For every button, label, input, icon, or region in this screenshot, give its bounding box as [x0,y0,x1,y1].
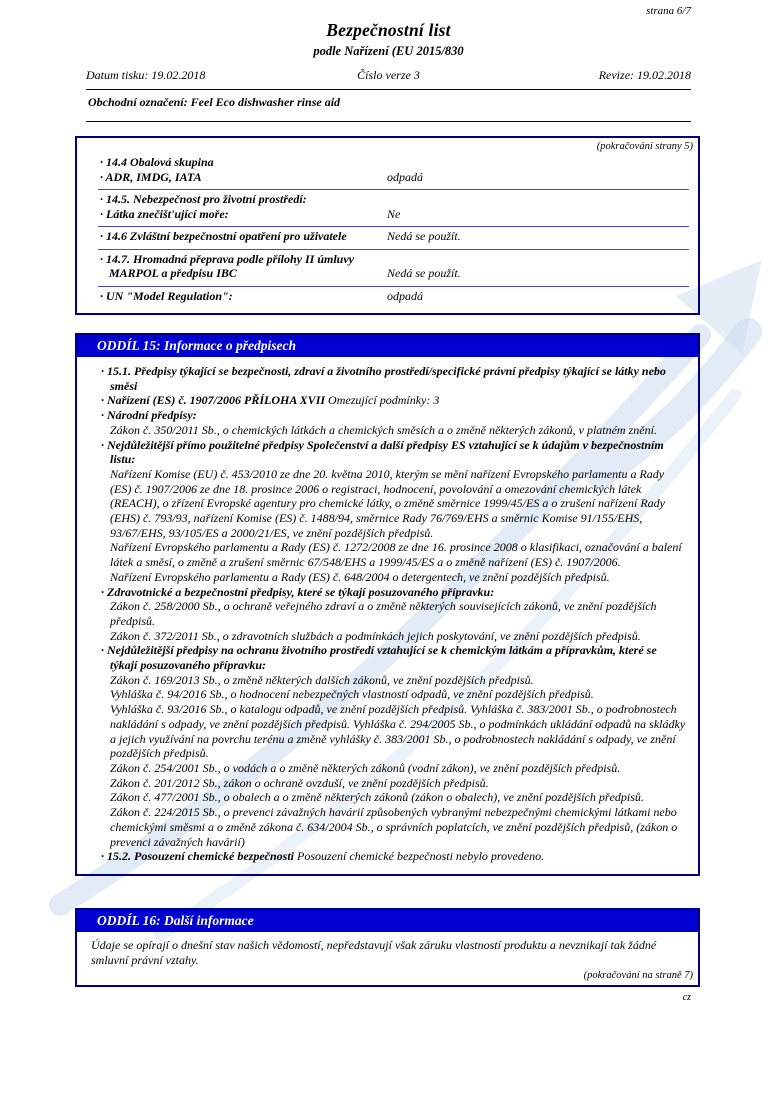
row-label [100,229,387,244]
section16-box [75,908,700,987]
paragraph: · Nejdůležitější přímo použitelné předpisy Společenství a další předpisy ES vztahující se k údajům v bezpečnostním listu: [101,437,664,467]
section16-header: ODDÍL 16: Další informace [77,910,698,932]
row-label [100,155,387,184]
row-value: Ne [387,206,401,221]
paragraph: Nařízení Komise (EU) č. 453/2010 ze dne 20. května 2010, kterým se mění nařízení Evropského parlamentu a Rady (ES) č. 1907/2006 ze dne 18. prosince 2006 o registraci, hodnocení, povolování a omezování chemických látek (REACH), o zřízení Evropské agentury pro chemické látky, o změně směrnice 1999/45/ES a o zrušení nařízení Rady (EHS) č. 793/93, nařízení Komise (ES) č. 1488/94, směrnice Rady 76/769/EHS a směrnic Komise 91/155/EHS, 93/67/EHS, 93/105/ES a 2000/21/ES, ve znění pozdějších předpisů. [110,466,665,540]
paragraph: · Národní předpisy: [101,408,197,423]
paragraph: · Zdravotnické a bezpečnostní předpisy, které se týkají posuzovaného přípravku: [101,584,495,599]
revision-date: Revize: 19.02.2018 [598,68,692,82]
paragraph: Zákon č. 350/2011 Sb., o chemických látkách a chemických směsích a o změně některých zákonů, v platném znění. [110,422,657,437]
section14-table [77,153,698,313]
row-value: odpadá [387,288,423,303]
meta-row [86,68,691,83]
page-number: strana 6/7 [646,5,691,17]
table-row [85,287,690,309]
section16-body: Údaje se opírají o dnešní stav našich vědomostí, nepředstavují však záruku vlastností produktu a nevznikají tak žádné smluvní právní vztahy. [91,937,657,967]
paragraph: Vyhláška č. 93/2016 Sb., o katalogu odpadů, ve znění pozdějších předpisů. Vyhláška č. 383/2001 Sb., o podrobnostech nakládání s odpady, ve znění pozdějších předpisů. Vyhláška č. 294/2005 Sb., o podmínkách ukládání odpadů na skládky a jejich využívání na povrchu terénu a změně vyhlášky č. 383/2001 Sb., o podrobnostech nakládání s odpady, ve znění pozdějších předpisů. [110,702,686,761]
section15-header: ODDÍL 15: Informace o předpisech [77,335,698,357]
trade-name: Obchodní označení: Feel Eco dishwasher rinse aid [88,95,341,109]
table-row [85,153,690,189]
continuation-note-top: (pokračování strany 5) [596,141,693,152]
row-value: odpadá [387,169,423,184]
row-label-line1: · 14.5. Nebezpečnost pro životní prostředí: [100,192,307,206]
row-label-line2: · Látka znečišt'ující moře: [100,206,229,221]
section14-box [75,136,700,315]
section15-body [77,357,698,874]
row-label [100,289,387,304]
paragraph: Zákon č. 254/2001 Sb., o vodách a o změně některých zákonů (vodní zákon), ve znění pozdějších předpisů. [110,760,621,775]
paragraph: · 15.1. Předpisy týkající se bezpečnosti, zdraví a životního prostředí/specifické právní předpisy týkající se látky nebo směsi [101,364,666,393]
print-date: Datum tisku: 19.02.2018 [86,68,206,82]
paragraph: Zákon č. 224/2015 Sb., o prevenci závažných havárií způsobených vybranými nebezpečnými chemickými látkami nebo chemickými směsmi a o změně zákona č. 634/2004 Sb., o správních poplatcích, ve znění pozdějších předpisů, (zákon o prevenci závažných havárií) [110,805,678,849]
version-number: Číslo verze 3 [357,68,420,82]
paragraph: · Nařízení (ES) č. 1907/2006 PŘÍLOHA XVII Omezující podmínky: 3 [101,393,440,408]
paragraph: Zákon č. 258/2000 Sb., o ochraně veřejného zdraví a o změně některých souvisejících zákonů, ve znění pozdějších předpisů. [110,599,657,628]
document-subtitle: podle Nařízení (EU 2015/830 [313,44,464,58]
row-label-line2: · ADR, IMDG, IATA [100,169,202,184]
section15-box [75,333,700,876]
row-label-line2: MARPOL a předpisu IBC [109,266,237,280]
paragraph: Nařízení Evropského parlamentu a Rady (ES) č. 648/2004 o detergentech, ve znění pozdějších předpisů. [110,569,610,584]
row-value: Nedá se použít. [387,229,461,243]
table-row [85,227,690,249]
paragraph: Zákon č. 169/2013 Sb., o změně některých dalších zákonů, ve znění pozdějších předpisů. [110,672,534,687]
row-label-line1: · UN "Model Regulation": [100,288,233,303]
row-label [100,192,387,221]
document-title: Bezpečnostní list [326,20,451,40]
paragraph: Vyhláška č. 94/2016 Sb., o hodnocení nebezpečných vlastností odpadů, ve znění pozdějších předpisů. [110,687,594,702]
table-row [85,250,690,286]
row-label-line1: · 14.4 Obalová skupina [100,155,214,169]
paragraph: Zákon č. 477/2001 Sb., o obalech a o změně některých zákonů (zákon o obalech), ve znění pozdějších předpisů. [110,790,644,805]
row-value: Nedá se použít. [387,266,461,280]
paragraph: · 15.2. Posouzení chemické bezpečnosti Posouzení chemické bezpečnosti nebylo provedeno. [101,849,545,864]
language-code: cz [682,992,691,1004]
row-label-line1: · 14.6 Zvláštní bezpečnostní opatření pro uživatele [100,229,347,243]
continuation-note-bottom: (pokračování na straně 7) [583,970,693,982]
paragraph: · Nejdůležitější předpisy na ochranu životního prostředí vztahující se k chemickým látkám a přípravkům, které se týkají posuzovaného přípravku: [101,643,657,673]
paragraph: Zákon č. 201/2012 Sb., zákon o ochraně ovzduší, ve znění pozdějších předpisů. [110,775,489,790]
row-label-line1: · 14.7. Hromadná přeprava podle přílohy II úmluvy [100,251,355,266]
paragraph: Zákon č. 372/2011 Sb., o zdravotních službách a podmínkách jejich poskytování, ve znění pozdějších předpisů. [110,628,641,643]
paragraph: Nařízení Evropského parlamentu a Rady (ES) č. 1272/2008 ze dne 16. prosince 2008 o klasifikaci, označování a balení látek a směsí, o změně a zrušení směrnic 67/548/EHS a 1999/45/ES a o změně nařízení (ES) č. 1907/2006. [110,540,682,570]
divider [86,121,691,122]
row-label [100,252,387,281]
table-row [85,190,690,226]
